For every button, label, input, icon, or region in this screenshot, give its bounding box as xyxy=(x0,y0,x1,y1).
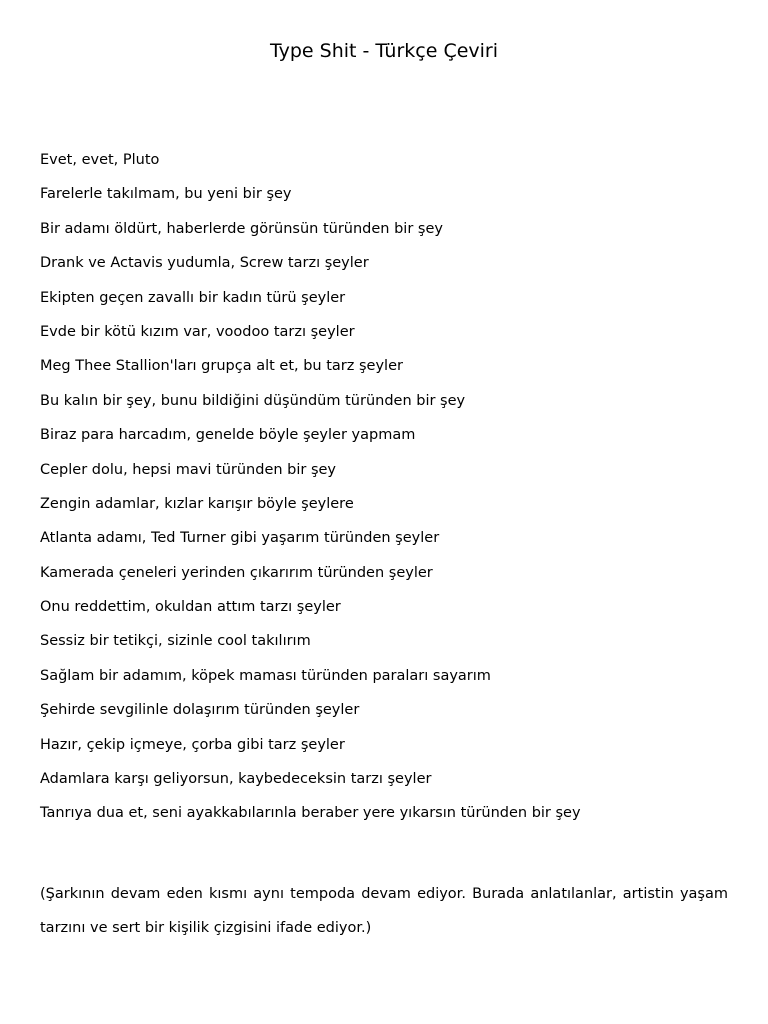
lyric-line: Adamlara karşı geliyorsun, kaybedeceksin tarzı şeyler xyxy=(40,771,432,788)
lyric-line: Kamerada çeneleri yerinden çıkarırım türünden şeyler xyxy=(40,564,433,581)
lyric-line: Meg Thee Stallion'ları grupça alt et, bu tarz şeyler xyxy=(40,358,403,375)
document-title: Type Shit - Türkçe Çeviri xyxy=(269,40,499,62)
lyric-line: Sağlam bir adamım, köpek maması türünden paraları sayarım xyxy=(40,667,491,684)
lyric-line: Evet, evet, Pluto xyxy=(40,152,160,168)
lyric-line: Hazır, çekip içmeye, çorba gibi tarz şeyler xyxy=(40,736,345,753)
lyric-line: Atlanta adamı, Ted Turner gibi yaşarım türünden şeyler xyxy=(40,530,440,547)
lyric-line: Onu reddettim, okuldan attım tarzı şeyler xyxy=(40,599,341,616)
lyric-line: Cepler dolu, hepsi mavi türünden bir şey xyxy=(40,461,337,478)
lyric-line: Bu kalın bir şey, bunu bildiğini düşündüm türünden bir şey xyxy=(40,392,466,409)
lyrics-list xyxy=(40,143,728,831)
lyric-line: Drank ve Actavis yudumla, Screw tarzı şeyler xyxy=(40,255,369,272)
closing-note: (Şarkının devam eden kısmı aynı tempoda devam ediyor. Burada anlatılanlar, artistin yaşam tarzını ve sert bir kişilik çizgisini ifade ediyor.) xyxy=(40,885,728,936)
lyric-line: Sessiz bir tetikçi, sizinle cool takılırım xyxy=(40,633,311,650)
lyric-line: Zengin adamlar, kızlar karışır böyle şeylere xyxy=(40,495,354,512)
lyric-line: Şehirde sevgilinle dolaşırım türünden şeyler xyxy=(40,702,360,719)
lyric-line: Biraz para harcadım, genelde böyle şeyler yapmam xyxy=(40,427,416,444)
lyric-line: Evde bir kötü kızım var, voodoo tarzı şeyler xyxy=(40,323,355,340)
lyric-line: Farelerle takılmam, bu yeni bir şey xyxy=(40,186,292,203)
lyric-line: Tanrıya dua et, seni ayakkabılarınla beraber yere yıkarsın türünden bir şey xyxy=(40,805,581,822)
lyric-line: Bir adamı öldürt, haberlerde görünsün türünden bir şey xyxy=(40,220,443,237)
lyric-line: Ekipten geçen zavallı bir kadın türü şeyler xyxy=(40,289,346,306)
